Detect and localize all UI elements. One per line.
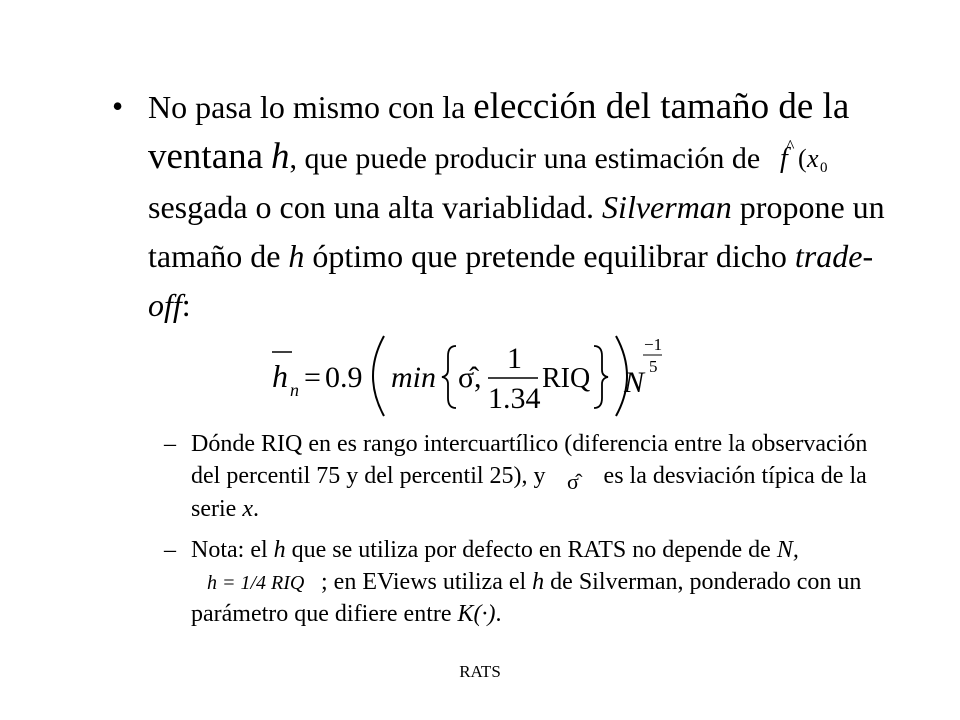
sub-text-2 — [191, 534, 881, 630]
f-hat-caret: ^ — [786, 140, 795, 156]
sub-text-1 — [191, 428, 881, 525]
para-text-7: propone un tamaño de — [148, 189, 885, 274]
main-paragraph — [148, 82, 888, 330]
sub2-K-func: K(·) — [457, 601, 496, 627]
sub1-period: . — [252, 496, 259, 522]
sub2-h-var-2: h — [532, 569, 545, 595]
bullet-marker: • — [112, 88, 124, 124]
sub2-text-g: de Silverman, ponderado con un parámetro que difiere entre — [191, 569, 862, 627]
para-text-4: , que puede producir una estimación de — [289, 142, 761, 175]
para-text-9: óptimo que pretende equilibrar dicho — [312, 238, 787, 274]
para-h-var-2: h — [288, 238, 305, 274]
sub1-text-b: es la desviación típica de la serie — [191, 463, 867, 522]
para-h-var: h — [271, 136, 290, 177]
para-tradeoff: trade-off — [148, 238, 874, 323]
f-hat-x: x — [807, 144, 819, 173]
para-text-1: No pasa lo mismo con la — [148, 89, 466, 125]
f-hat-letter: f — [780, 143, 788, 174]
para-text-5: sesgada o con una alta variablidad. — [148, 189, 595, 225]
sub-dash-1: – — [164, 431, 176, 457]
para-silverman: Silverman — [602, 189, 732, 225]
frac-numerator: 1 — [507, 342, 522, 375]
f-hat-paren: ( — [798, 144, 807, 173]
sub-dash-2: – — [164, 537, 176, 563]
formula-const: 0.9 — [325, 361, 363, 394]
exp-denominator: 5 — [649, 357, 658, 376]
sigma-hat-text: σ̂ — [566, 469, 579, 493]
formula-comma: , — [474, 361, 482, 394]
formula-eq: = — [304, 361, 321, 394]
formula-n: n — [290, 380, 299, 400]
right-brace — [594, 346, 608, 408]
sub2-text-e: ; en EViews utiliza el — [321, 569, 527, 595]
sub1-text-a: Dónde RIQ en es rango intercuartílico (diferencia entre la observación del percentil 75 y del percentil 25), y — [191, 431, 868, 489]
slide-footer: RATS — [459, 662, 501, 681]
formula-sigma: σ̂ — [458, 361, 475, 394]
h-quarter-text: h = 1/4 RIQ — [207, 572, 305, 594]
sigma-hat-inline — [562, 463, 588, 493]
silverman-formula — [266, 330, 666, 422]
f-hat-x0-formula — [774, 140, 858, 176]
sub1-x-var: x — [242, 496, 253, 522]
exp-numerator: −1 — [644, 335, 663, 354]
sub2-h-var: h — [273, 537, 286, 563]
left-big-paren — [373, 336, 384, 416]
formula-N: N — [624, 366, 645, 399]
sub2-period: . — [495, 601, 502, 627]
formula-min: min — [391, 361, 436, 394]
sub2-N-var: N, — [776, 537, 799, 563]
sub2-text-c: que se utiliza por defecto en RATS no depende de — [291, 537, 771, 563]
left-brace — [442, 346, 456, 408]
h-quarter-riq-formula — [191, 569, 315, 595]
frac-denominator: 1.34 — [488, 382, 541, 415]
para-text-2: elección del tamaño de la ventana — [148, 86, 850, 177]
formula-h: h — [272, 358, 288, 394]
sub2-text-a: Nota: el — [191, 537, 268, 563]
para-colon: : — [181, 287, 191, 323]
formula-riq: RIQ — [542, 363, 591, 394]
f-hat-sub0: 0 — [820, 160, 828, 176]
